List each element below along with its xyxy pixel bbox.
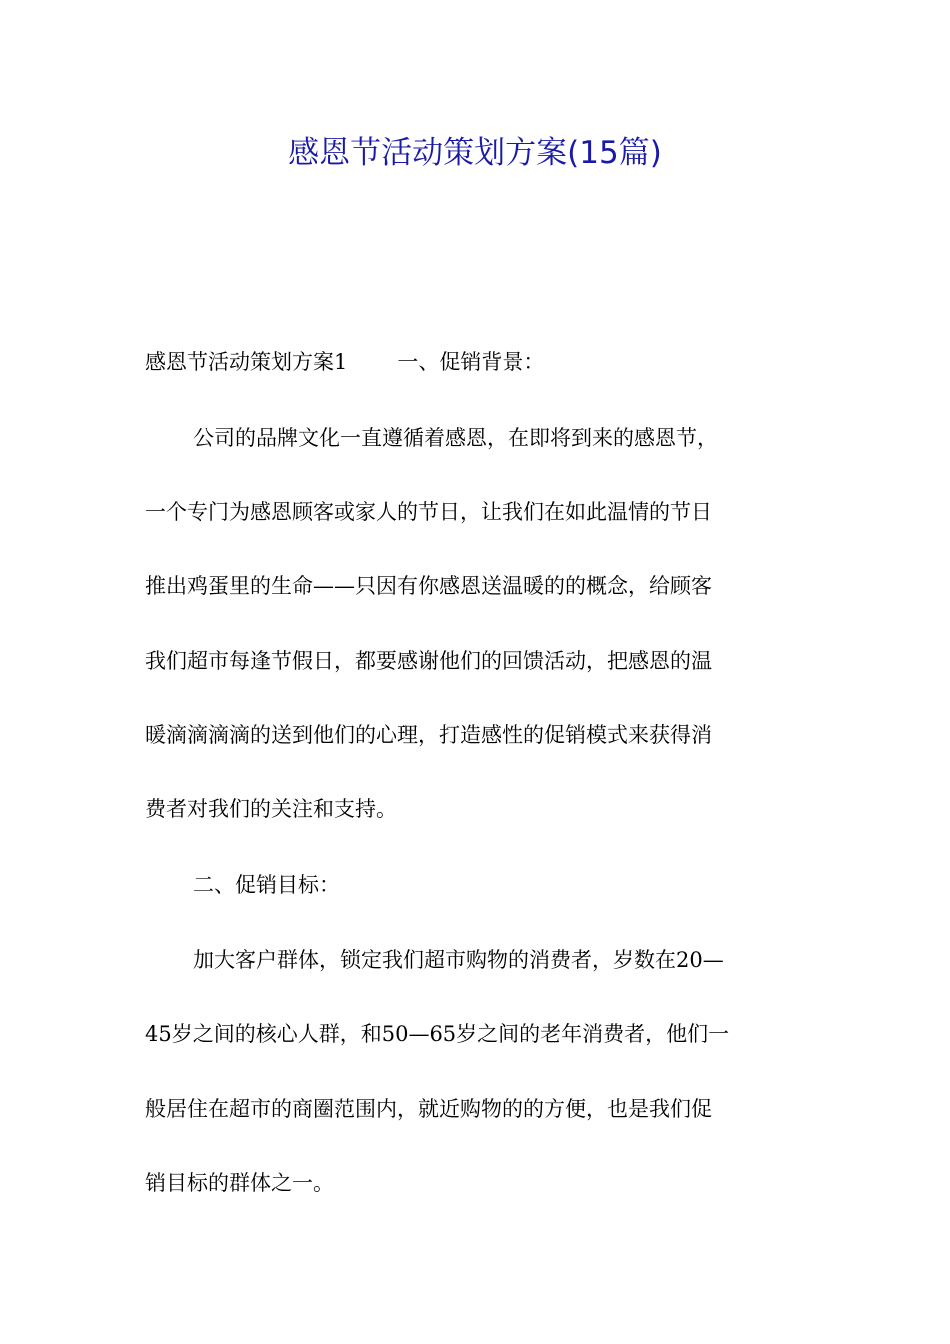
section-heading: 感恩节活动策划方案1 [145, 350, 348, 374]
paragraph-line: 公司的品牌文化一直遵循着感恩，在即将到来的感恩节， [193, 426, 718, 450]
paragraph-line: 一个专门为感恩顾客或家人的节日，让我们在如此温情的节日 [145, 500, 712, 524]
first-point-heading: 一、促销背景： [397, 350, 545, 374]
document-title: 感恩节活动策划方案(15篇) [288, 135, 662, 171]
paragraph-line: 加大客户群体，锁定我们超市购物的消费者，岁数在20— [193, 948, 724, 972]
paragraph-line: 暖滴滴滴滴的送到他们的心理，打造感性的促销模式来获得消 [145, 723, 712, 747]
second-point-heading: 二、促销目标： [193, 873, 340, 897]
paragraph-line: 销目标的群体之一。 [145, 1171, 334, 1195]
paragraph-line: 我们超市每逢节假日，都要感谢他们的回馈活动，把感恩的温 [145, 649, 712, 673]
paragraph-line: 般居住在超市的商圈范围内，就近购物的的方便，也是我们促 [145, 1097, 712, 1121]
paragraph-line: 推出鸡蛋里的生命——只因有你感恩送温暖的的概念，给顾客 [145, 574, 712, 598]
section-heading-line [145, 346, 805, 376]
paragraph-line: 费者对我们的关注和支持。 [145, 797, 397, 821]
paragraph-line: 45岁之间的核心人群，和50—65岁之间的老年消费者，他们一 [145, 1022, 730, 1046]
